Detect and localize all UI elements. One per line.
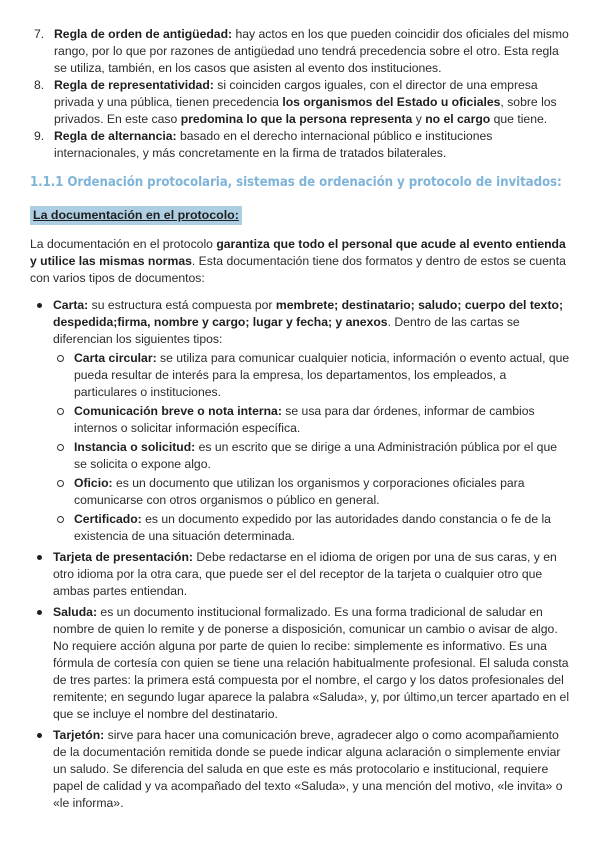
section-heading: 1.1.1 Ordenación protocolaria, sistemas de ordenación y protocolo de invitados: [30,175,562,190]
bullet-icon [37,610,42,615]
rule-number: 7. [34,27,45,41]
document-item-carta [30,297,570,545]
document-item-tarjeta [30,549,570,600]
bullet-icon [37,733,42,738]
letter-types-list [53,350,570,545]
circle-bullet-icon [57,444,64,451]
letter-type-item: Comunicación breve o nota interna: se usa para dar órdenes, informar de cambios internos o solicitar información específica. [53,403,570,437]
rule-item [30,26,570,77]
document-text: Tarjetón: sirve para hacer una comunicación breve, agradecer algo o como acompañamiento de la documentación remitida donde se puede indicar alguna aclaración o simplemente enviar un saludo. Se diferencia del saluda en que este es más protocolario e institucional, requiere papel de calidad y va acompañado del texto «Saluda», y una mención del motivo, «le invita» o «le informa». [53,728,563,810]
document-item-saluda [30,604,570,723]
rule-number: 9. [34,129,45,143]
document-text: Saluda: es un documento institucional formalizado. Es una forma tradicional de saludar en nombre de quien lo remite y de ponerse a disposición, comunicar un cambio o avisar de algo. No requiere acción alguna por parte de quien lo recibe: simplemente es informativo. Es una fórmula de cortesía con quien se tiene una relación habitualmente profesional. El saluda consta de tres partes: la primera está compuesta por el nombre, el cargo y los datos profesionales del remitente; en segundo lugar aparece la palabra «Saluda», y, por último,un tercer apartado en el que se incluye el nombre del destinatario. [53,605,570,721]
highlighted-subheading: La documentación en el protocolo: [30,206,242,225]
document-item-tarjeton [30,727,570,812]
circle-bullet-icon [57,480,64,487]
circle-bullet-icon [57,516,64,523]
document-text: Carta: su estructura está compuesta por membrete; destinatario; saludo; cuerpo del texto; despedida;firma, nombre y cargo; lugar y fecha; y anexos. Dentro de las cartas se diferencian los siguientes tipos: [53,298,564,346]
circle-bullet-icon [57,408,64,415]
intro-paragraph: La documentación en el protocolo garantiza que todo el personal que acude al evento entienda y utilice las mismas normas. Esta documentación tiene dos formatos y dentro de estos se cuenta con varios tipos de documentos: [30,237,566,285]
document-text: Tarjeta de presentación: Debe redactarse en el idioma de origen por una de sus caras, y en otro idioma por la otra cara, que puede ser el del receptor de la tarjeta o cualquier otro que ambas partes entiendan. [53,550,557,598]
rule-text: Regla de orden de antigüedad: hay actos en los que pueden coincidir dos oficiales del mismo rango, por lo que por razones de antigüedad uno tendrá precedencia sobre el otro. Esta regla se utiliza, también, en los casos que asisten al evento dos instituciones. [54,27,569,75]
rule-text: Regla de representatividad: si coinciden cargos iguales, con el director de una empresa privada y una pública, tienen precedencia los organismos del Estado u oficiales, sobre los privados. En este caso predomina lo que la persona representa y no el cargo que tiene. [54,78,557,126]
bullet-icon [37,303,42,308]
letter-type-item: Carta circular: se utiliza para comunicar cualquier noticia, información o evento actual, que pueda resultar de interés para la empresa, los departamentos, los empleados, a particulares o instituciones. [53,350,570,401]
rule-item [30,128,570,162]
letter-type-item: Oficio: es un documento que utilizan los organismos y corporaciones oficiales para comunicarse con otros organismos o público en general. [53,475,570,509]
protocol-rules-list [30,26,570,162]
document-types-list [30,297,570,812]
rule-number: 8. [34,78,45,92]
letter-type-item: Certificado: es un documento expedido por las autoridades dando constancia o fe de la existencia de una situación determinada. [53,511,570,545]
bullet-icon [37,555,42,560]
rule-text: Regla de alternancia: basado en el derecho internacional público e instituciones internacionales, y más concretamente en la firma de tratados bilaterales. [54,129,493,160]
rule-item [30,77,570,128]
circle-bullet-icon [57,355,64,362]
letter-type-item: Instancia o solicitud: es un escrito que se dirige a una Administración pública por el que se solicita o expone algo. [53,439,570,473]
